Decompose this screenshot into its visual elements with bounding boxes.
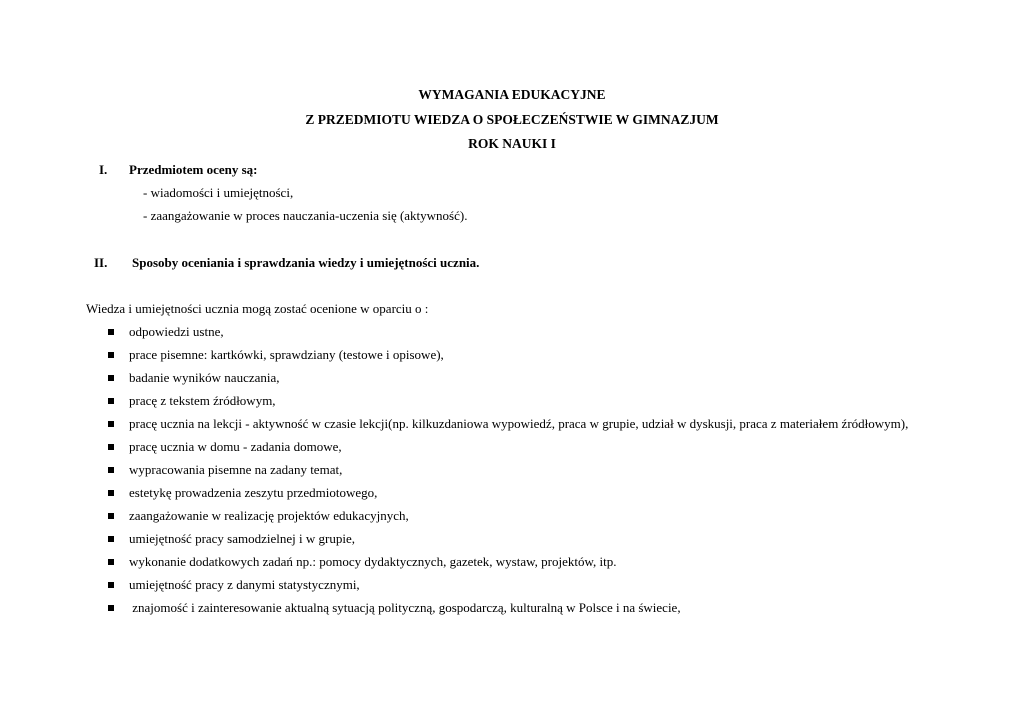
list-item: pracę ucznia w domu - zadania domowe, bbox=[129, 439, 342, 454]
section-2-intro: Wiedza i umiejętności ucznia mogą zostać ocenione w oparciu o : bbox=[86, 301, 429, 316]
document-year: ROK NAUKI I bbox=[468, 136, 556, 151]
list-item: umiejętność pracy samodzielnej i w grupie, bbox=[129, 531, 355, 546]
list-item: prace pisemne: kartkówki, sprawdziany (testowe i opisowe), bbox=[129, 347, 444, 362]
bullet-marker bbox=[108, 467, 114, 473]
section-1-numeral: I. bbox=[99, 162, 108, 177]
section-2-title: Sposoby oceniania i sprawdzania wiedzy i umiejętności ucznia. bbox=[132, 255, 480, 270]
list-item: wypracowania pisemne na zadany temat, bbox=[129, 462, 343, 477]
list-item: estetykę prowadzenia zeszytu przedmiotowego, bbox=[129, 485, 378, 500]
bullet-marker bbox=[108, 536, 114, 542]
bullet-marker bbox=[108, 513, 114, 519]
bullet-marker bbox=[108, 329, 114, 335]
section-1-title: Przedmiotem oceny są: bbox=[129, 162, 258, 177]
bullet-marker bbox=[108, 444, 114, 450]
section-1-item: - wiadomości i umiejętności, bbox=[143, 185, 294, 200]
bullet-marker bbox=[108, 559, 114, 565]
list-item: odpowiedzi ustne, bbox=[129, 324, 224, 339]
bullet-marker bbox=[108, 375, 114, 381]
list-item: wykonanie dodatkowych zadań np.: pomocy dydaktycznych, gazetek, wystaw, projektów, itp. bbox=[129, 554, 617, 569]
document-title: WYMAGANIA EDUKACYJNE bbox=[418, 87, 606, 102]
list-item: badanie wyników nauczania, bbox=[129, 370, 280, 385]
list-item: znajomość i zainteresowanie aktualną sytuacją polityczną, gospodarczą, kulturalną w Polsce i na świecie, bbox=[129, 600, 681, 615]
list-item: zaangażowanie w realizację projektów edukacyjnych, bbox=[129, 508, 409, 523]
bullet-marker bbox=[108, 398, 114, 404]
section-2-numeral: II. bbox=[94, 255, 108, 270]
list-item: pracę ucznia na lekcji - aktywność w czasie lekcji(np. kilkuzdaniowa wypowiedź, praca w grupie, udział w dyskusji, praca z materiałem źródłowym), bbox=[129, 416, 909, 431]
document-subject: Z PRZEDMIOTU WIEDZA O SPOŁECZEŃSTWIE W GIMNAZJUM bbox=[305, 112, 719, 127]
list-item: pracę z tekstem źródłowym, bbox=[129, 393, 276, 408]
bullet-marker bbox=[108, 582, 114, 588]
bullet-marker bbox=[108, 352, 114, 358]
bullet-marker bbox=[108, 605, 114, 611]
bullet-marker bbox=[108, 490, 114, 496]
list-item: umiejętność pracy z danymi statystycznymi, bbox=[129, 577, 360, 592]
section-1-item: - zaangażowanie w proces nauczania-uczenia się (aktywność). bbox=[143, 208, 468, 223]
bullet-marker bbox=[108, 421, 114, 427]
